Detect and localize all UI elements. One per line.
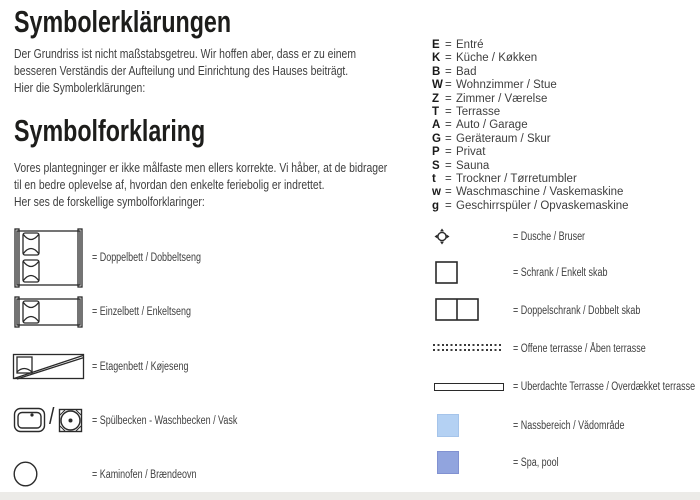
abbreviation-value: Terrasse: [456, 106, 501, 119]
symbol-label: = Offene terrasse / Åben terrasse: [513, 343, 646, 355]
symbol-label: = Einzelbett / Enkeltseng: [92, 306, 191, 318]
equals-sign: =: [445, 106, 452, 119]
abbreviation-list: [432, 39, 629, 213]
abbreviation-row: [432, 39, 629, 52]
abbreviation-key: G: [432, 132, 441, 145]
abbreviation-value: Küche / Køkken: [456, 52, 538, 65]
symbol-label: = Spülbecken - Waschbecken / Vask: [92, 415, 238, 427]
abbreviation-key: K: [432, 52, 441, 65]
equals-sign: =: [445, 146, 452, 159]
spa-pool-swatch: [437, 451, 459, 474]
equals-sign: =: [445, 159, 452, 172]
equals-sign: =: [445, 65, 452, 78]
abbreviation-key: w: [432, 186, 441, 199]
abbreviation-row: [432, 66, 629, 79]
paragraph-line: Der Grundriss ist nicht maßstabsgetreu. Wir hoffen aber, dass er zu einem: [14, 46, 356, 61]
symbol-label: = Nassbereich / Vådområde: [513, 420, 625, 432]
equals-sign: =: [445, 132, 452, 145]
abbreviation-value: Sauna: [456, 159, 490, 172]
page-title-danish: Symbolforklaring: [14, 113, 206, 148]
abbreviation-row: [432, 52, 629, 65]
abbreviation-key: T: [432, 106, 440, 119]
abbreviation-value: Wohnzimmer / Stue: [456, 79, 557, 92]
symbol-label: = Doppelbett / Dobbeltseng: [92, 252, 201, 264]
abbreviation-row: [432, 160, 629, 173]
washbasin-icon: [58, 408, 83, 433]
symbol-label: = Kaminofen / Brændeovn: [92, 469, 197, 481]
equals-sign: =: [445, 199, 452, 212]
paragraph-line: besseren Verständis der Aufteilung und Einrichtung des Hauses beiträgt.: [14, 63, 349, 78]
abbreviation-key: A: [432, 119, 441, 132]
equals-sign: =: [445, 79, 452, 92]
paragraph-line: Hier die Symbolerklärungen:: [14, 80, 146, 95]
intro-paragraph-german: [14, 45, 356, 96]
equals-sign: =: [445, 39, 452, 51]
symbol-label: = Dusche / Bruser: [513, 231, 586, 243]
open-terrace-icon: [433, 344, 502, 352]
abbreviation-value: Auto / Garage: [456, 119, 528, 132]
equals-sign: =: [445, 173, 452, 186]
paragraph-line: til en bedre oplevelse af, hvordan den enkelte feriebolig er indrettet.: [14, 177, 325, 192]
double-bed-icon: [13, 228, 84, 288]
slash-separator: /: [49, 403, 55, 429]
shower-icon: [434, 228, 450, 245]
equals-sign: =: [445, 92, 452, 105]
abbreviation-row: [432, 146, 629, 159]
cabinet-icon: [435, 261, 458, 284]
abbreviation-row: [432, 93, 629, 106]
abbreviation-value: Waschmaschine / Vaskemaskine: [456, 186, 624, 199]
equals-sign: =: [445, 186, 452, 199]
symbol-label: = Spa, pool: [513, 457, 559, 469]
abbreviation-key: P: [432, 146, 440, 159]
paragraph-line: Her ses de forskellige symbolforklaringer:: [14, 194, 205, 209]
single-bed-icon: [13, 296, 84, 328]
abbreviation-row: [432, 173, 629, 186]
bunk-bed-icon: [12, 353, 86, 381]
abbreviation-row: [432, 200, 629, 213]
abbreviation-key: t: [432, 173, 436, 186]
abbreviation-value: Geräteraum / Skur: [456, 132, 551, 145]
double-cabinet-icon: [435, 298, 479, 321]
equals-sign: =: [445, 119, 452, 132]
abbreviation-key: Z: [432, 92, 440, 105]
symbol-label: = Überdachte Terrasse / Overdækket terrasse: [513, 381, 696, 393]
covered-terrace-icon: [434, 383, 504, 391]
equals-sign: =: [445, 52, 452, 65]
paragraph-line: Vores plantegninger er ikke målfaste men ellers korrekte. Vi håber, at de bidrager: [14, 160, 388, 175]
abbreviation-value: Privat: [456, 146, 486, 159]
abbreviation-value: Geschirrspüler / Opvaskemaskine: [456, 199, 629, 212]
wet-area-swatch: [437, 414, 459, 437]
abbreviation-key: W: [432, 79, 443, 92]
symbol-label: = Etagenbett / Køjeseng: [92, 361, 189, 373]
abbreviation-row: [432, 133, 629, 146]
page-title-german: Symbolerklärungen: [14, 4, 232, 39]
abbreviation-key: S: [432, 159, 440, 172]
abbreviation-row: [432, 106, 629, 119]
kitchen-sink-icon: [13, 407, 46, 433]
abbreviation-value: Trockner / Tørretumbler: [456, 173, 577, 186]
abbreviation-value: Bad: [456, 65, 477, 78]
abbreviation-value: Zimmer / Værelse: [456, 92, 548, 105]
abbreviation-key: g: [432, 199, 440, 212]
symbol-label: = Schrank / Enkelt skab: [513, 267, 608, 279]
abbreviation-row: [432, 79, 629, 92]
abbreviation-value: Entré: [456, 39, 484, 51]
intro-paragraph-danish: [14, 159, 387, 210]
wood-stove-icon: [13, 461, 38, 487]
page-bottom-edge: [0, 492, 700, 500]
abbreviation-key: B: [432, 65, 441, 78]
symbol-label: = Doppelschrank / Dobbelt skab: [513, 305, 641, 317]
abbreviation-row: [432, 119, 629, 132]
abbreviation-row: [432, 186, 629, 199]
abbreviation-key: E: [432, 39, 440, 51]
